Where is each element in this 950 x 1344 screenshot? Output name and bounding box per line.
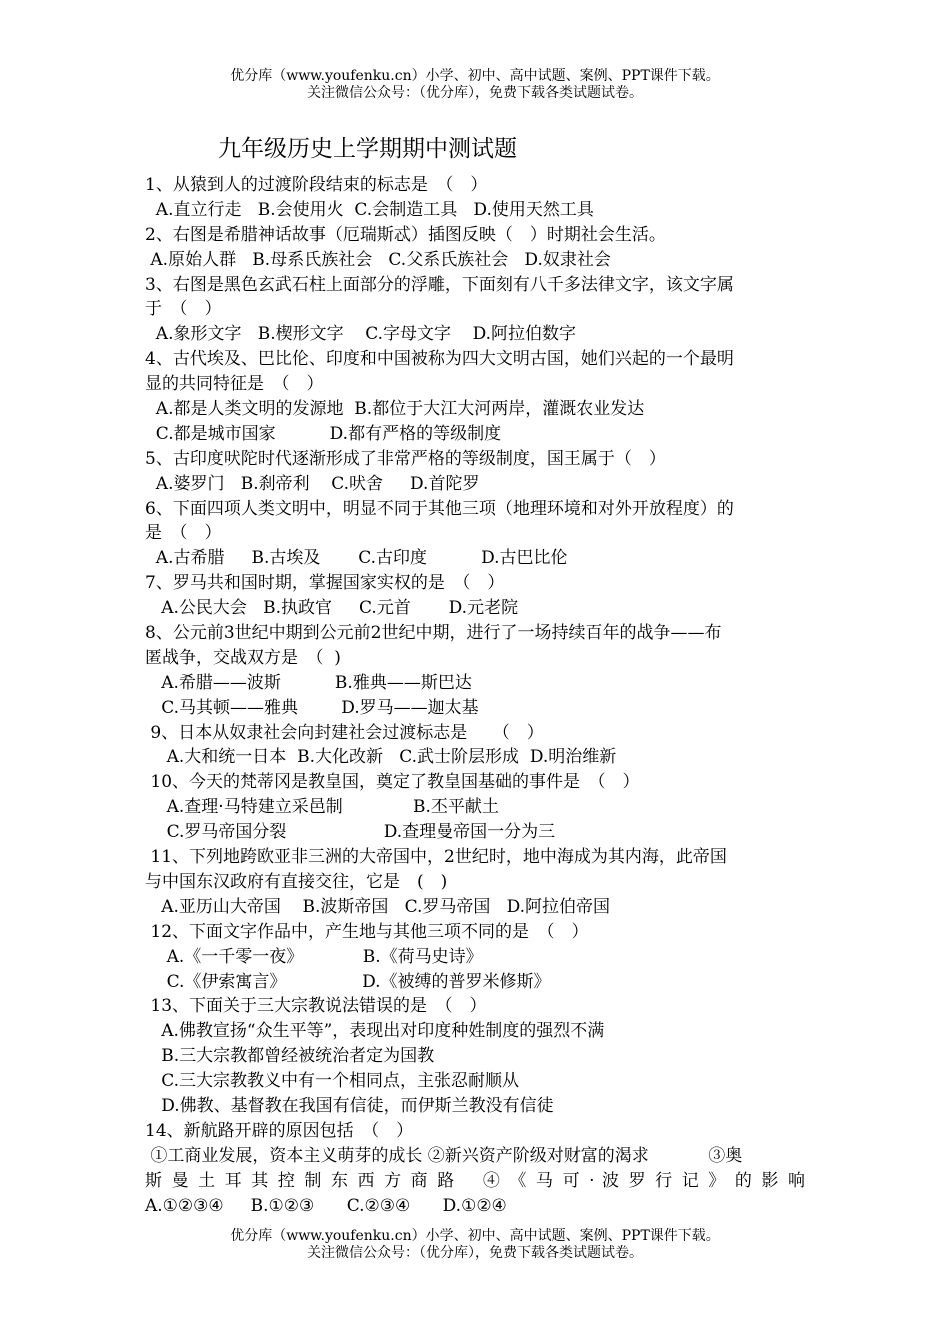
options-line: B.三大宗教都曾经被统治者定为国教 — [145, 1046, 435, 1067]
options-line: A.公民大会 B.执政官 C.元首 D.元老院 — [145, 598, 519, 619]
question-line: 4、古代埃及、巴比伦、印度和中国被称为四大文明古国，她们兴起的一个最明 — [145, 349, 734, 370]
question-line: 2、右图是希腊神话故事（厄瑞斯忒）插图反映（ ）时期社会生活。 — [145, 224, 666, 245]
options-line: A.婆罗门 B.刹帝利 C.吠舍 D.首陀罗 — [145, 473, 480, 494]
options-line: C.三大宗教教义中有一个相同点，主张忍耐顺从 — [145, 1071, 520, 1092]
page-header — [0, 68, 950, 102]
question-line: 9、日本从奴隶社会向封建社会过渡标志是 （ ） — [145, 722, 544, 743]
options-line: A.都是人类文明的发源地 B.都位于大江大河两岸，灌溉农业发达 — [145, 399, 645, 420]
question-line: 显的共同特征是 （ ） — [145, 374, 324, 395]
question-line: 3、右图是黑色玄武石柱上面部分的浮雕，下面刻有八千多法律文字，该文字属 — [145, 274, 734, 295]
question-line: 7、罗马共和国时期，掌握国家实权的是 （ ） — [145, 573, 505, 594]
question-line: 是 （ ） — [145, 523, 222, 544]
question-line: 斯 曼 土 耳 其 控 制 东 西 方 商 路 ④ 《 马 可 · 波 罗 行 记 》 的 影 响 — [145, 1170, 805, 1191]
page-title: 九年级历史上学期期中测试题 — [218, 136, 517, 162]
options-line: A.亚历山大帝国 B.波斯帝国 C.罗马帝国 D.阿拉伯帝国 — [145, 896, 611, 917]
question-line: 6、下面四项人类文明中，明显不同于其他三项（地理环境和对外开放程度）的 — [145, 498, 734, 519]
options-line: A.①②③④ B.①②③ C.②③④ D.①②④ — [145, 1195, 507, 1216]
options-line: D.佛教、基督教在我国有信徒，而伊斯兰教没有信徒 — [145, 1095, 554, 1116]
question-line: 1、从猿到人的过渡阶段结束的标志是 （ ） — [145, 175, 488, 195]
header-line-2: 关注微信公众号：（优分库），免费下载各类试题试卷。 — [307, 85, 643, 101]
options-line: A.佛教宣扬“众生平等”，表现出对印度种姓制度的强烈不满 — [145, 1021, 605, 1042]
options-line: A.大和统一日本 B.大化改新 C.武士阶层形成 D.明治维新 — [145, 747, 617, 768]
question-line: 13、下面关于三大宗教说法错误的是 （ ） — [145, 996, 487, 1017]
options-line: C.《伊索寓言》 D.《被缚的普罗米修斯》 — [145, 971, 551, 992]
header-line-1: 优分库（www.youfenku.cn）小学、初中、高中试题、案例、PPT课件下载。 — [230, 68, 720, 84]
question-line: 5、古印度吠陀时代逐渐形成了非常严格的等级制度，国王属于（ ） — [145, 448, 666, 469]
options-line: C.都是城市国家 D.都有严格的等级制度 — [145, 423, 502, 444]
question-line: 匿战争，交战双方是 （ ) — [145, 647, 341, 668]
options-line: A.直立行走 B.会使用火 C.会制造工具 D.使用天然工具 — [145, 199, 594, 220]
question-line: ①工商业发展，资本主义萌芽的成长 ②新兴资产阶级对财富的渴求 ③奥 — [145, 1145, 743, 1166]
page-footer — [0, 1228, 950, 1262]
footer-line-1: 优分库（www.youfenku.cn）小学、初中、高中试题、案例、PPT课件下载。 — [230, 1228, 720, 1244]
options-line: A.查理·马特建立采邑制 B.丕平献土 — [145, 797, 499, 818]
options-line: A.古希腊 B.古埃及 C.古印度 D.古巴比伦 — [145, 548, 568, 569]
options-line: A.《一千零一夜》 B.《荷马史诗》 — [145, 946, 483, 967]
options-line: A.希腊——波斯 B.雅典——斯巴达 — [145, 672, 472, 693]
options-line: C.马其顿——雅典 D.罗马——迦太基 — [145, 697, 479, 718]
question-line: 与中国东汉政府有直接交往，它是 ( ) — [145, 871, 448, 892]
options-line: C.罗马帝国分裂 D.查理曼帝国一分为三 — [145, 822, 556, 843]
question-line: 11、下列地跨欧亚非三洲的大帝国中，2世纪时，地中海成为其内海，此帝国 — [145, 847, 727, 868]
question-line: 于 （ ） — [145, 299, 222, 320]
footer-line-2: 关注微信公众号：（优分库），免费下载各类试题试卷。 — [307, 1245, 643, 1261]
options-line: A.原始人群 B.母系氏族社会 C.父系氏族社会 D.奴隶社会 — [145, 249, 611, 270]
question-line: 14、新航路开辟的原因包括 （ ） — [145, 1120, 414, 1141]
question-line: 12、下面文字作品中，产生地与其他三项不同的是 （ ） — [145, 921, 589, 942]
question-line: 10、今天的梵蒂冈是教皇国，奠定了教皇国基础的事件是 （ ） — [145, 772, 640, 793]
options-line: A.象形文字 B.楔形文字 C.字母文字 D.阿拉伯数字 — [145, 324, 577, 345]
question-body — [145, 173, 805, 1218]
question-line: 8、公元前3世纪中期到公元前2世纪中期，进行了一场持续百年的战争——布 — [145, 623, 722, 644]
